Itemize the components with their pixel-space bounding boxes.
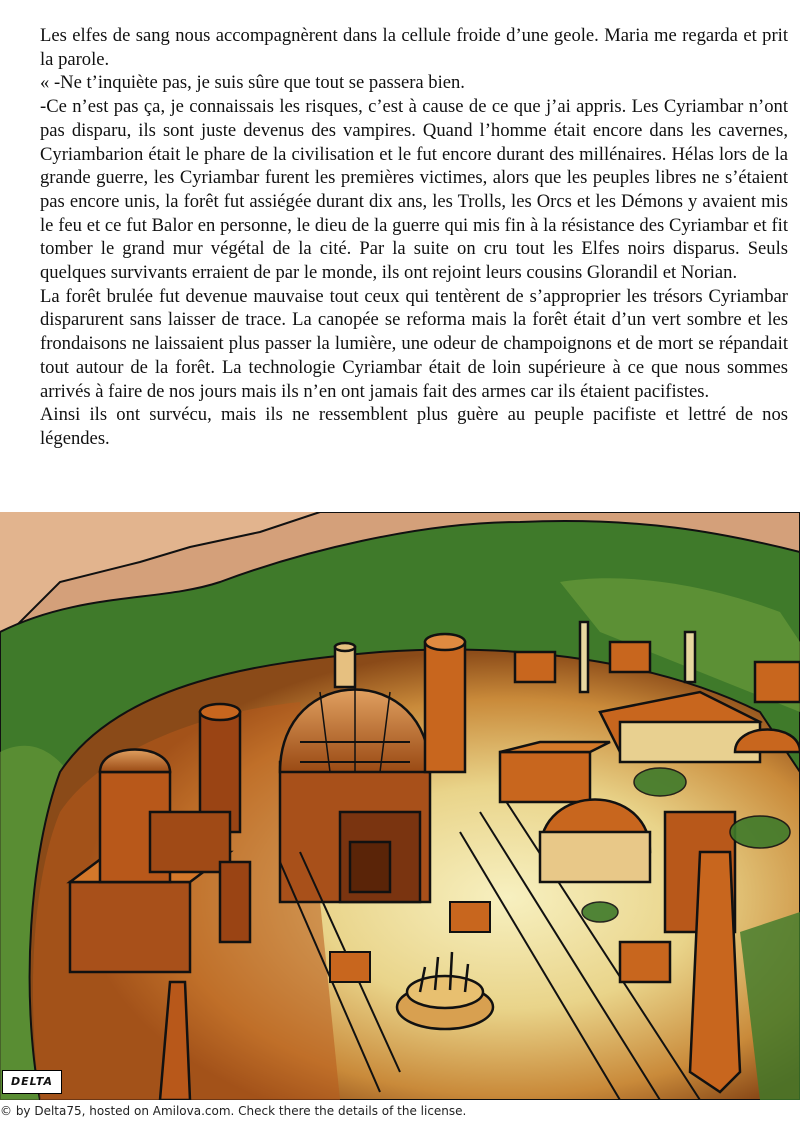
story-text: [40, 24, 788, 451]
paragraph: Les elfes de sang nous accompagnèrent dans la cellule froide d’une geole. Maria me regarda et prit la parole.: [40, 25, 788, 70]
city-illustration-art: [0, 512, 800, 1100]
copyright-notice: © by Delta75, hosted on Amilova.com. Check there the details of the license.: [0, 1104, 467, 1118]
paragraph: « -Ne t’inquiète pas, je suis sûre que tout se passera bien.: [40, 72, 465, 94]
paragraph: Ainsi ils ont survécu, mais ils ne ressemblent plus guère au peuple pacifiste et lettré de nos légendes.: [40, 404, 788, 449]
paragraph: La forêt brulée fut devenue mauvaise tout ceux qui tentèrent de s’approprier les trésors Cyriambar disparurent sans laisser de trace. La canopée se reforma mais la forêt était d’un vert sombre et les frondaisons ne laissaient plus passer la lumière, une odeur de champoignons et de mort se répandait tout autour de la forêt. La technologie Cyriambar était de loin supérieure à ce que nous sommes arrivés à faire de nos jours mais ils n’en ont jamais fait des armes car ils étaient pacifistes.: [40, 285, 788, 402]
city-illustration: [0, 512, 800, 1100]
paragraph: -Ce n’est pas ça, je connaissais les risques, c’est à cause de ce que j’ai appris. Les Cyriambar n’ont pas disparu, ils sont juste devenus des vampires. Quand l’homme était encore dans les cavernes, Cyriambarion était le phare de la civilisation et le fut encore durant des millénaires. Hélas lors de la grande guerre, les Cyriambar furent les premières victimes, alors que les peuples libres ne s’étaient pas encore unis, la forêt fut assiégée durant dix ans, les Trolls, les Orcs et les Démons y avaient mis le feu et ce fut Balor en personne, le dieu de la guerre qui mis fin à la résistance des Cyriambar et fit tomber le grand mur végétal de la cité. Par la suite on cru tout les Elfes noirs disparus. Seuls quelques survivants erraient de par le monde, ils ont rejoint leurs cousins Glorandil et Norian.: [40, 96, 788, 284]
artist-signature: DELTA: [2, 1070, 62, 1094]
